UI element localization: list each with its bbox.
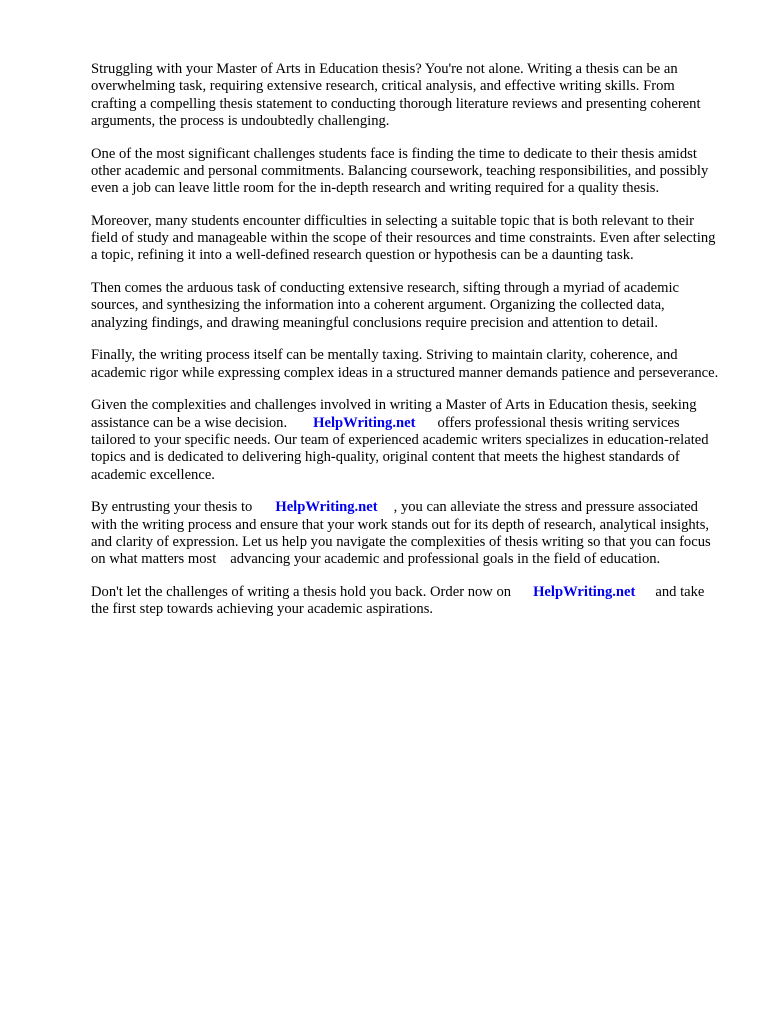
paragraph-assistance bbox=[91, 397, 723, 483]
paragraph-research: Then comes the arduous task of conducting extensive research, sifting through a myriad of academic sources, and synthesizing the information into a coherent argument. Organizing the collected data, analyzing findings, and drawing meaningful conclusions require precision and attention to detail. bbox=[91, 280, 680, 331]
paragraph-entrusting-text-3: advancing your academic and professional goals in the field of education. bbox=[230, 551, 661, 568]
paragraph-entrusting-text-2: , you can alleviate the stress and pressure associated with the writing process and ensure that your work stands out for its depth of research, analytical insights, and clarity of expression. Let us help you navigate the complexities of thesis writing so that you can focus on what matters most bbox=[91, 499, 711, 568]
helpwriting-link-2[interactable]: HelpWriting.net bbox=[275, 499, 378, 516]
paragraph-assistance-text-2: offers professional thesis writing services tailored to your specific needs. Our team of experienced academic writers specializes in education-related topics and is dedicated to delivering high-quality, original content that meets the highest standards of academic excellence. bbox=[91, 414, 709, 483]
helpwriting-link-3[interactable]: HelpWriting.net bbox=[533, 583, 636, 600]
paragraph-intro: Struggling with your Master of Arts in Education thesis? You're not alone. Writing a thesis can be an overwhelming task, requiring extensive research, critical analysis, and effective writing skills. From crafting a compelling thesis statement to conducting thorough literature reviews and presenting coherent arguments, the process is undoubtedly challenging. bbox=[91, 61, 701, 129]
paragraph-time-challenge: One of the most significant challenges students face is finding the time to dedicate to their thesis amidst other academic and personal commitments. Balancing coursework, teaching responsibilities, and possibly even a job can leave little room for the in-depth research and writing required for a quality thesis. bbox=[91, 145, 709, 197]
helpwriting-link-1[interactable]: HelpWriting.net bbox=[313, 414, 416, 431]
paragraph-entrusting-text-1: By entrusting your thesis to bbox=[91, 499, 253, 516]
paragraph-topic-selection: Moreover, many students encounter difficulties in selecting a suitable topic that is both relevant to their field of study and manageable within the scope of their resources and time constraints. Even after selecting a topic, refining it into a well-defined research question or hypothesis can be a daunting task. bbox=[91, 212, 716, 264]
paragraph-call-to-action-text-1: Don't let the challenges of writing a thesis hold you back. Order now on bbox=[91, 583, 512, 600]
paragraph-assistance-text-1: Given the complexities and challenges involved in writing a Master of Arts in Education thesis, seeking assistance can be a wise decision. bbox=[91, 397, 697, 431]
paragraph-writing-process: Finally, the writing process itself can be mentally taxing. Striving to maintain clarity, coherence, and academic rigor while expressing complex ideas in a structured manner demands patience and perseverance. bbox=[91, 347, 719, 381]
paragraph-entrusting bbox=[91, 499, 723, 568]
paragraph-call-to-action bbox=[91, 584, 723, 619]
paragraph-call-to-action-text-2: and take the first step towards achieving your academic aspirations. bbox=[91, 583, 705, 618]
